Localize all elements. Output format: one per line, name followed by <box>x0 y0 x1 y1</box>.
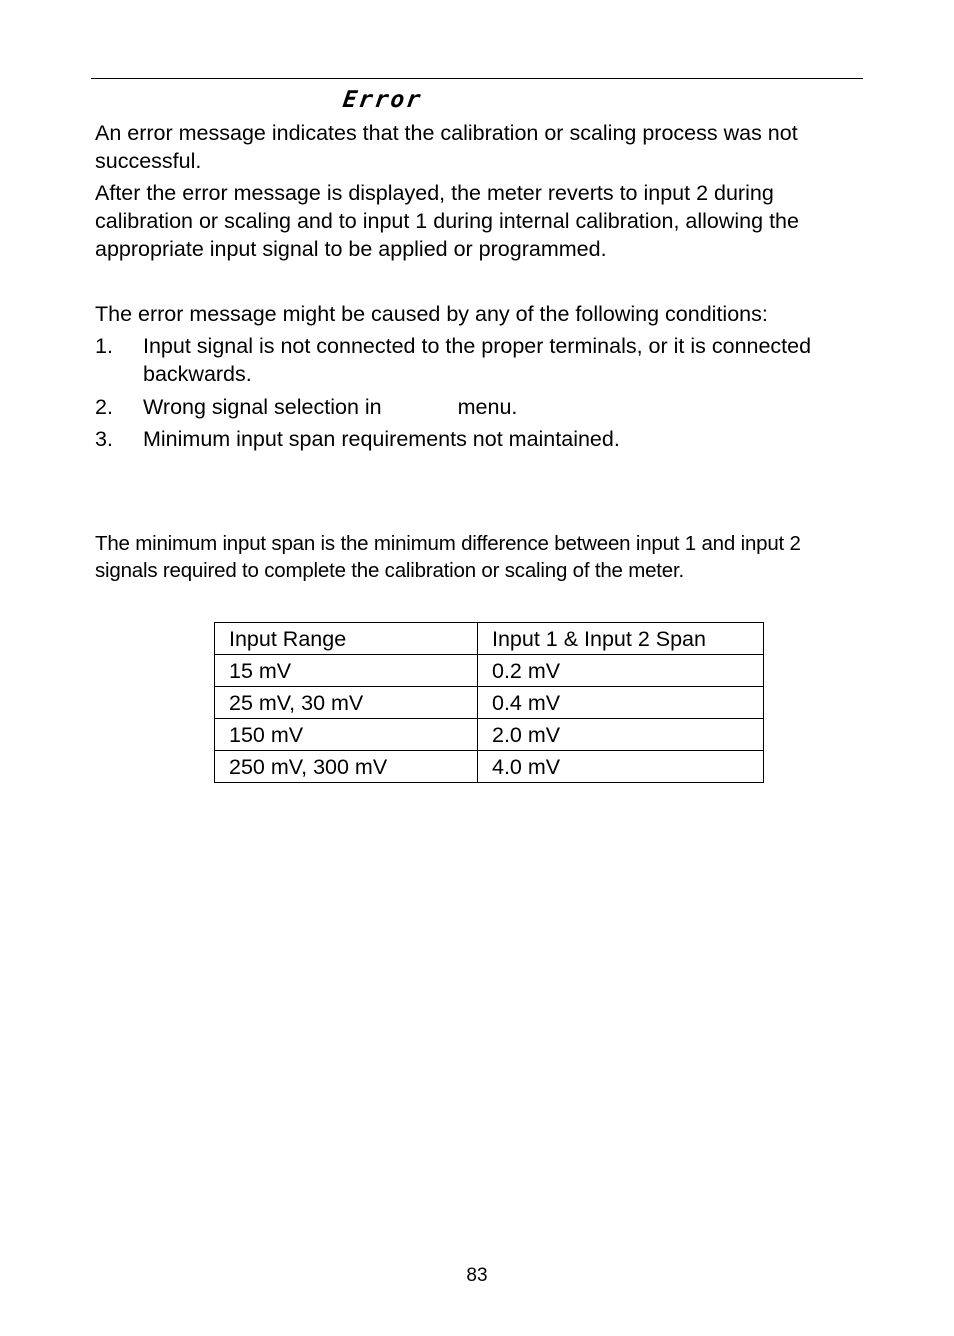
table-cell: 2.0 mV <box>478 719 764 751</box>
list-item-number: 1. <box>95 334 113 358</box>
page-number: 83 <box>466 1265 488 1286</box>
table-cell: 150 mV <box>215 719 478 751</box>
table-cell: 0.2 mV <box>478 655 764 687</box>
table-row <box>215 719 764 751</box>
paragraph-min-span: The minimum input span is the minimum difference between input 1 and input 2 signals required to complete the calibration or scaling of the meter. <box>95 532 801 582</box>
list-item-number: 3. <box>95 427 113 451</box>
paragraph-error-revert: After the error message is displayed, the meter reverts to input 2 during calibration or scaling and to input 1 during internal calibration, allowing the appropriate input signal to be applied or programmed. <box>95 181 799 261</box>
table-row <box>215 655 764 687</box>
table-cell: 25 mV, 30 mV <box>215 687 478 719</box>
table-row <box>215 687 764 719</box>
table-header-cell: Input 1 & Input 2 Span <box>478 623 764 655</box>
table-cell: 0.4 mV <box>478 687 764 719</box>
list-item-number: 2. <box>95 395 113 419</box>
table-header-cell: Input Range <box>215 623 478 655</box>
table-row <box>215 751 764 783</box>
min-span-table <box>214 622 764 783</box>
list-item-text: Input signal is not connected to the proper terminals, or it is connected backwards. <box>143 334 812 386</box>
table-cell: 4.0 mV <box>478 751 764 783</box>
top-rule <box>91 78 863 79</box>
list-item-text: Minimum input span requirements not maintained. <box>143 427 620 451</box>
list-item-text <box>143 393 843 421</box>
table-header-row <box>215 623 764 655</box>
paragraph-error-meaning: An error message indicates that the calibration or scaling process was not successful. <box>95 121 798 173</box>
error-display-heading: Error <box>341 87 425 113</box>
list-item-text-before: Wrong signal selection in <box>143 395 382 419</box>
list-item-text-after: menu. <box>457 395 518 419</box>
paragraph-conditions-intro: The error message might be caused by any of the following conditions: <box>95 302 768 326</box>
table-cell: 15 mV <box>215 655 478 687</box>
table-cell: 250 mV, 300 mV <box>215 751 478 783</box>
